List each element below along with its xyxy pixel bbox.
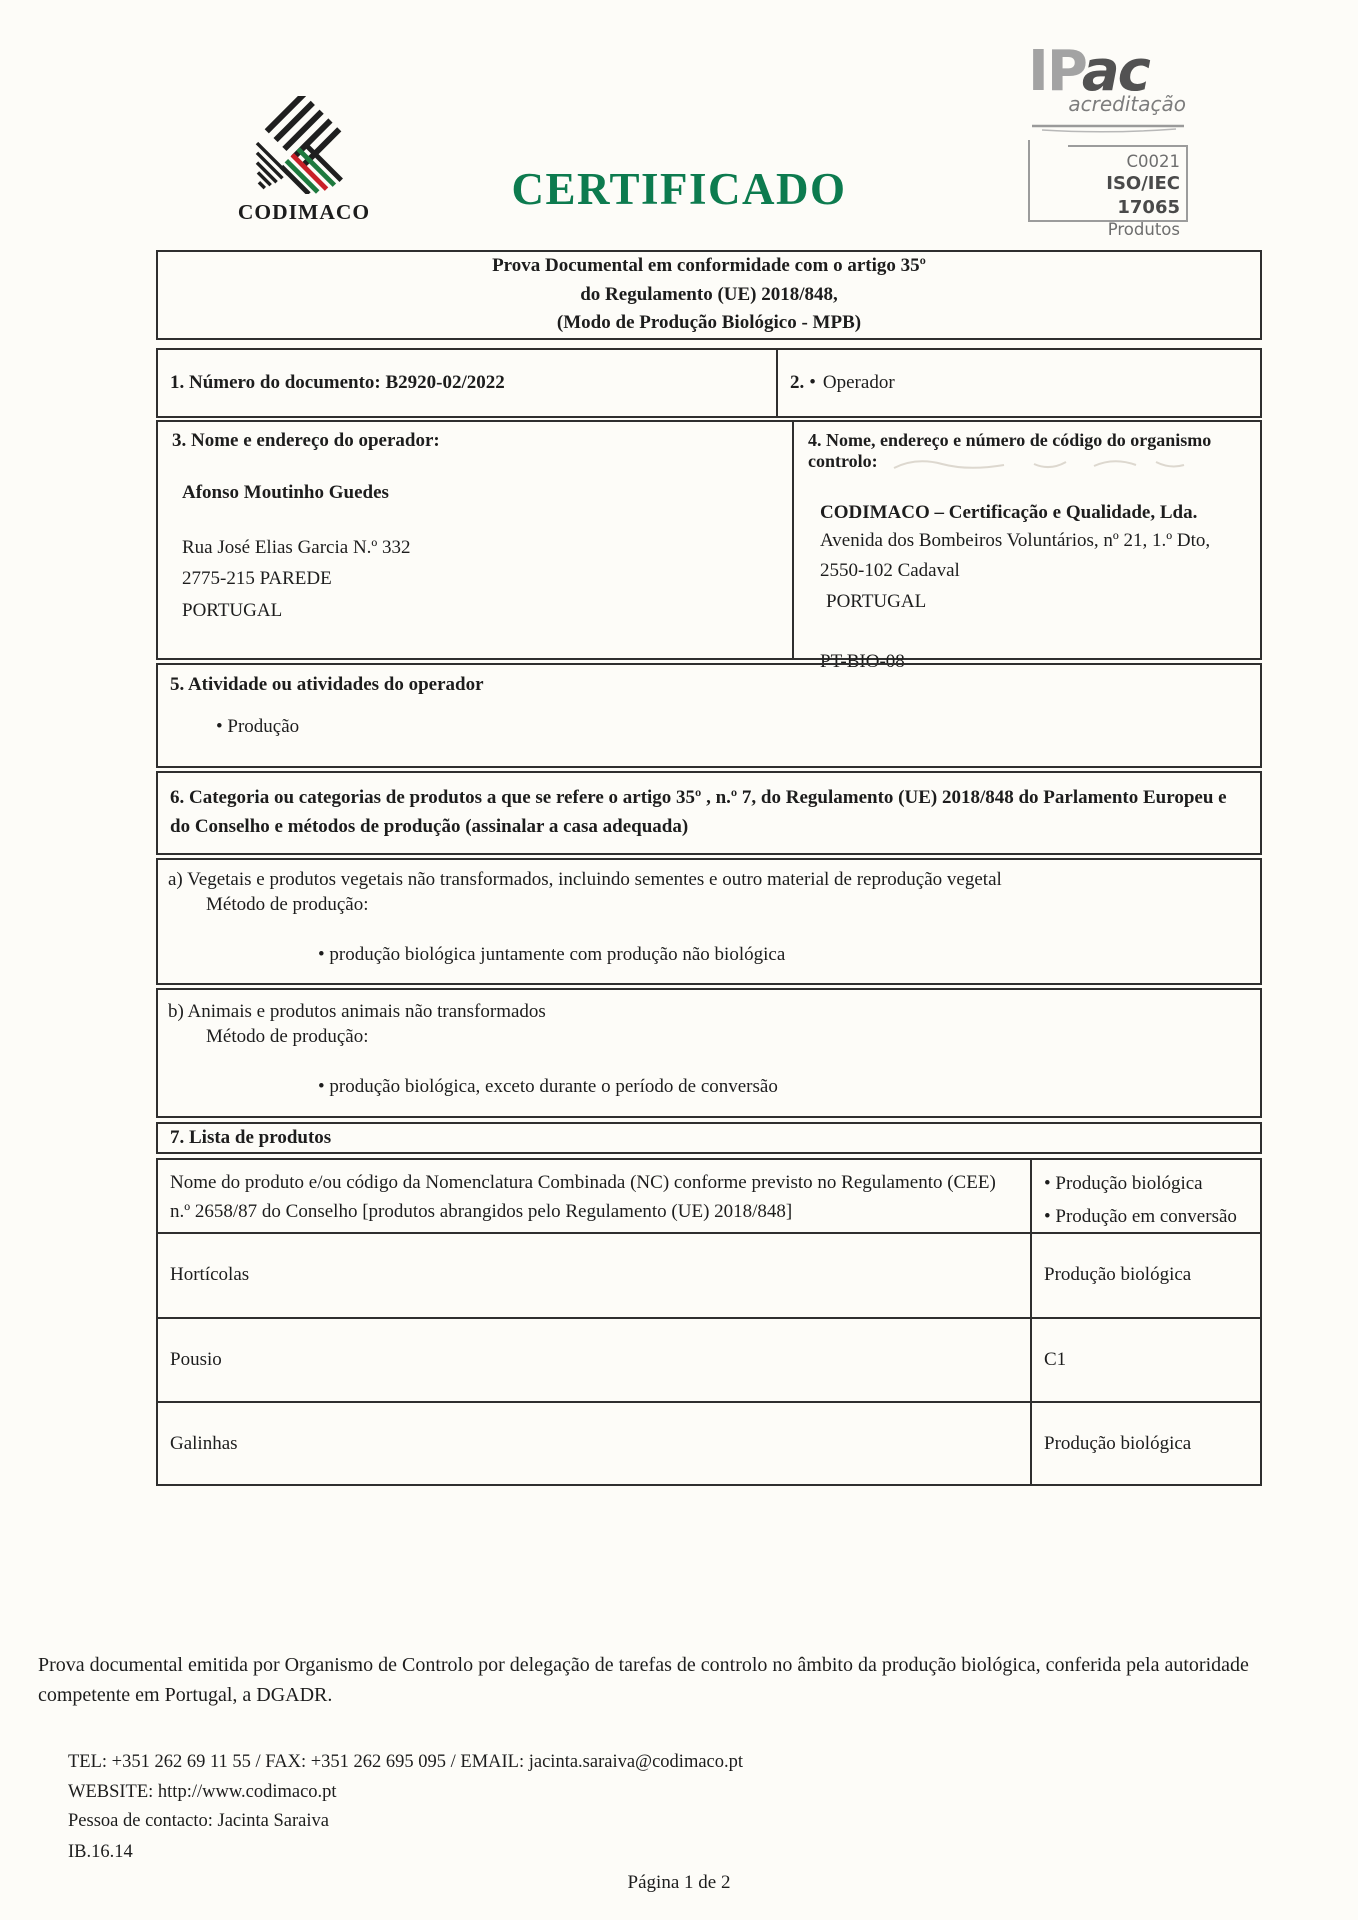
product-status: Produção biológica — [1044, 1264, 1192, 1286]
row-category-title — [156, 771, 1262, 855]
ipac-wordmark-ac: ac — [1081, 39, 1149, 104]
operator-address-line3: PORTUGAL — [182, 599, 283, 621]
operator-address-line1: Rua José Elias Garcia N.º 332 — [182, 537, 411, 558]
product-table-header — [158, 1160, 1260, 1232]
category-title: 6. Categoria ou categorias de produtos a que se refere o artigo 35º , n.º 7, do Regulamento (UE) 2018/848 do Parlamento Europeu e do Conselho e métodos de produção (assinalar a casa adequada) — [170, 787, 1227, 838]
category-a-item: • produção biológica juntamente com produção não biológica — [318, 943, 786, 965]
codimaco-wordmark: CODIMACO — [237, 200, 371, 224]
ipac-cert-code: C0021 — [1126, 152, 1180, 171]
controlbody-title: 4. Nome, endereço e número de código do organismo controlo: — [808, 430, 1212, 471]
operator-address-line2: 2775-215 PAREDE — [182, 568, 332, 590]
product-name: Hortícolas — [158, 1234, 1032, 1317]
row-activity — [156, 663, 1262, 768]
category-b-title: b) Animais e produtos animais não transformados — [168, 1001, 546, 1022]
category-a-method-label: Método de produção: — [206, 894, 369, 915]
contact-website-line: WEBSITE: http://www.codimaco.pt — [68, 1781, 337, 1802]
cell-operator-address — [158, 422, 794, 658]
category-b-method-label: Método de produção: — [206, 1026, 369, 1047]
ipac-subtitle: acreditação — [1068, 92, 1186, 116]
operator-address-title: 3. Nome e endereço do operador: — [172, 430, 440, 451]
row-product-list-title — [156, 1122, 1262, 1154]
operator-name: Afonso Moutinho Guedes — [182, 482, 389, 503]
product-row — [158, 1317, 1260, 1402]
product-name: Galinhas — [158, 1403, 1032, 1484]
product-header-left: Nome do produto e/ou código da Nomenclatura Combinada (NC) conforme previsto no Regulamento (CEE) n.º 2658/87 do Conselho [produtos abrangidos pelo Regulamento (UE) 2018/848] — [158, 1160, 1032, 1232]
page-title: CERTIFICADO — [511, 164, 847, 214]
controlbody-code: PT-BIO-08 — [820, 651, 905, 673]
legend-organic: • Produção biológica — [1044, 1173, 1203, 1194]
cell-controlbody-address — [794, 422, 1260, 673]
contact-block — [68, 1748, 743, 1837]
category-a-title: a) Vegetais e produtos vegetais não transformados, incluindo sementes e outro material de reprodução vegetal — [168, 869, 1002, 890]
field-operator — [778, 350, 1260, 416]
ipac-wordmark-ip: IP — [1028, 39, 1086, 104]
ipac-underline — [1028, 124, 1188, 133]
ipac-scope-box — [1028, 140, 1188, 240]
doc-header-line1: Prova Documental em conformidade com o artigo 35º — [492, 255, 926, 277]
page-number: Página 1 de 2 — [627, 1872, 731, 1893]
row-category-b — [156, 988, 1262, 1118]
faint-handwriting-mark — [884, 454, 1194, 476]
doc-header-line3: (Modo de Produção Biológico - MPB) — [556, 312, 862, 334]
category-b-item: • produção biológica, exceto durante o período de conversão — [318, 1075, 778, 1097]
product-row — [158, 1232, 1260, 1317]
document-reference: IB.16.14 — [68, 1842, 133, 1862]
issuing-note: Prova documental emitida por Organismo de Controlo por delegação de tarefas de controlo no âmbito da produção biológica, conferida pela autoridade competente em Portugal, a DGADR. — [38, 1654, 1249, 1706]
activity-title: 5. Atividade ou atividades do operador — [170, 674, 484, 695]
ipac-accreditation-logo — [1028, 39, 1188, 240]
product-header-legend — [1032, 1160, 1260, 1232]
row-operator-controlbody — [156, 420, 1262, 673]
controlbody-address — [820, 526, 1246, 617]
product-table — [156, 1158, 1262, 1486]
ipac-scope: Produtos — [1107, 220, 1180, 240]
controlbody-address-line1: Avenida dos Bombeiros Voluntários, nº 21, 1.º Dto, — [820, 530, 1211, 551]
product-name: Pousio — [158, 1319, 1032, 1402]
field-operator-number: 2. — [790, 372, 805, 393]
controlbody-address-line3: PORTUGAL — [826, 590, 927, 612]
field-document-number: 1. Número do documento: B2920-02/2022 — [158, 350, 778, 416]
contact-tel-line: TEL: +351 262 69 11 55 / FAX: +351 262 695 095 / EMAIL: jacinta.saraiva@codimaco.pt — [68, 1752, 744, 1772]
operator-address — [182, 532, 778, 626]
controlbody-address-line2: 2550-102 Cadaval — [820, 560, 960, 582]
ipac-standard: ISO/IEC 17065 — [1106, 173, 1180, 218]
field-operator-bullet: • — [809, 372, 816, 393]
product-list-title: 7. Lista de produtos — [170, 1127, 332, 1148]
product-status: Produção biológica — [1044, 1432, 1192, 1454]
legend-conversion: • Produção em conversão — [1044, 1206, 1237, 1228]
row-category-a — [156, 858, 1262, 985]
doc-header-line2: do Regulamento (UE) 2018/848, — [580, 283, 838, 305]
row-document-number-operator — [156, 348, 1262, 418]
contact-person-line: Pessoa de contacto: Jacinta Saraiva — [68, 1811, 329, 1832]
product-status: C1 — [1044, 1348, 1067, 1370]
product-row — [158, 1401, 1260, 1484]
ipac-scope-box-inner — [1068, 145, 1188, 240]
field-operator-label: Operador — [822, 372, 895, 393]
doc-header-box — [156, 250, 1262, 340]
activity-item: • Produção — [216, 716, 300, 737]
controlbody-name: CODIMACO – Certificação e Qualidade, Lda. — [820, 502, 1198, 523]
